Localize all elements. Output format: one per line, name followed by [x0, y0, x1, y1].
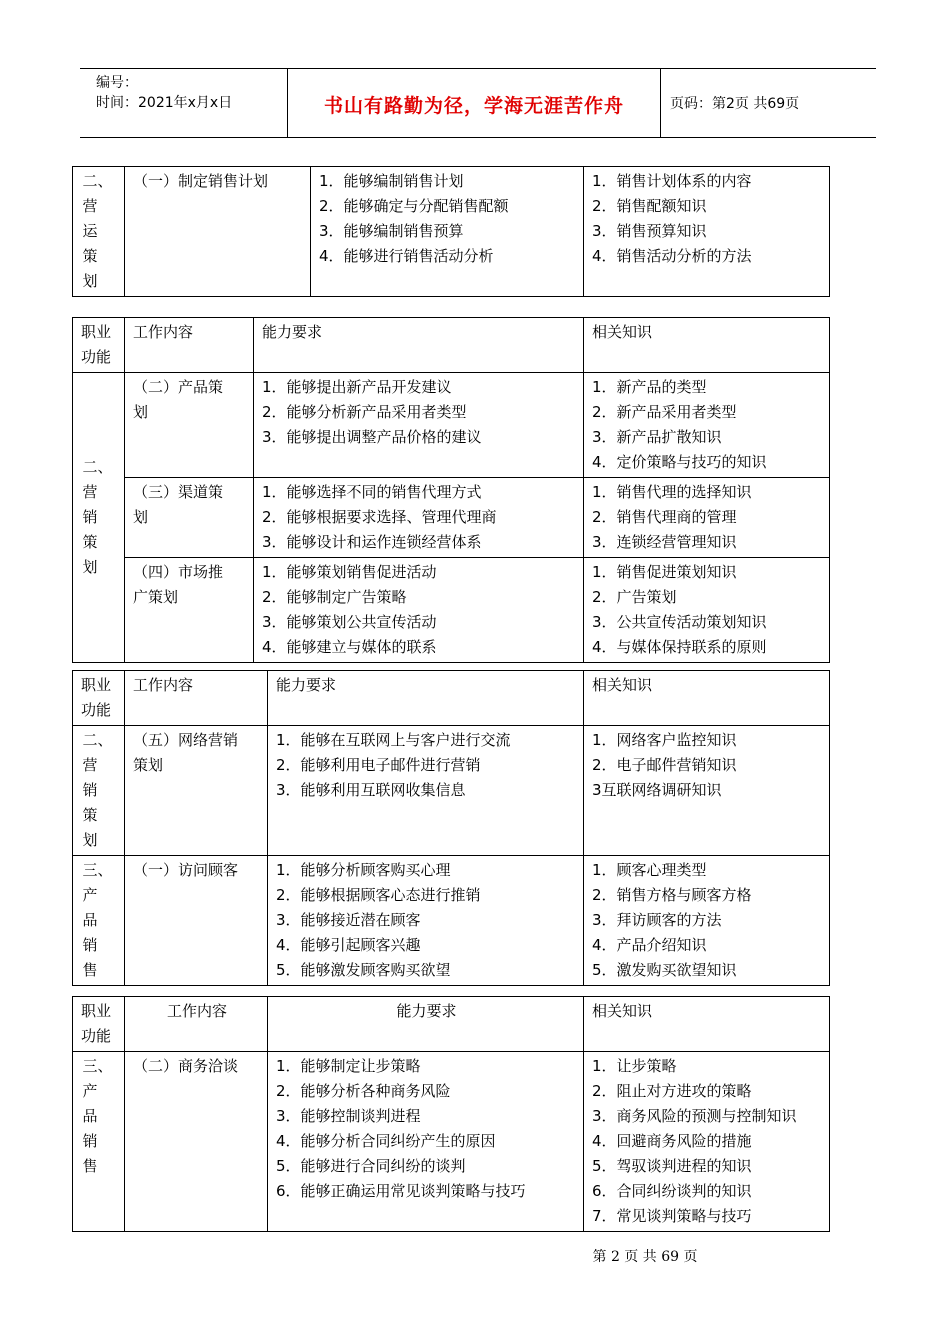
- header-knowledge: 相关知识: [584, 318, 830, 373]
- header-work: 工作内容: [125, 318, 254, 373]
- page-footer: 第 2 页 共 69 页: [592, 1249, 698, 1265]
- header-knowledge: 相关知识: [584, 997, 830, 1052]
- skills-table-4: [72, 996, 830, 1232]
- header-function: 职业 功能: [73, 671, 125, 726]
- work-content-cell: （二）产品策 划: [125, 373, 254, 478]
- header-meta: [96, 73, 232, 113]
- ability-cell: 1．能够提出新产品开发建议 2．能够分析新产品采用者类型 3．能够提出调整产品价格的建议: [254, 373, 584, 478]
- table-header-row: [73, 318, 830, 373]
- work-content-cell: （二）商务洽谈: [125, 1052, 268, 1232]
- table-row: [73, 373, 830, 478]
- function-cell: 二、 营 销 策 划: [73, 373, 125, 663]
- ability-cell: 1．能够制定让步策略 2．能够分析各种商务风险 3．能够控制谈判进程 4．能够分析合同纠纷产生的原因 5．能够进行合同纠纷的谈判 6．能够正确运用常见谈判策略与技巧: [268, 1052, 584, 1232]
- header-work: 工作内容: [125, 671, 268, 726]
- header-work: 工作内容: [125, 997, 268, 1052]
- knowledge-cell: 1．销售促进策划知识 2．广告策划 3．公共宣传活动策划知识 4．与媒体保持联系的原则: [584, 558, 830, 663]
- work-content-cell: （一）制定销售计划: [125, 167, 311, 297]
- work-content-cell: （一）访问顾客: [125, 856, 268, 986]
- serial-label: 编号：: [96, 75, 138, 91]
- knowledge-cell: 1．顾客心理类型 2．销售方格与顾客方格 3．拜访顾客的方法 4．产品介绍知识 5．激发购买欲望知识: [584, 856, 830, 986]
- skills-table-1: [72, 166, 830, 297]
- knowledge-cell: 1．网络客户监控知识 2．电子邮件营销知识 3互联网络调研知识: [584, 726, 830, 856]
- ability-cell: 1．能够分析顾客购买心理 2．能够根据顾客心态进行推销 3．能够接近潜在顾客 4．能够引起顾客兴趣 5．能够激发顾客购买欲望: [268, 856, 584, 986]
- header-ability: 能力要求: [268, 671, 584, 726]
- header-divider: [660, 69, 661, 137]
- work-content-cell: （五）网络营销 策划: [125, 726, 268, 856]
- table-row: [73, 856, 830, 986]
- knowledge-cell: 1．新产品的类型 2．新产品采用者类型 3．新产品扩散知识 4．定价策略与技巧的知识: [584, 373, 830, 478]
- table-row: [73, 558, 830, 663]
- ability-cell: 1．能够在互联网上与客户进行交流 2．能够利用电子邮件进行营销 3．能够利用互联网收集信息: [268, 726, 584, 856]
- header-knowledge: 相关知识: [584, 671, 830, 726]
- table-row: [73, 167, 830, 297]
- table-header-row: [73, 997, 830, 1052]
- function-cell: 三、 产 品 销 售: [73, 1052, 125, 1232]
- table-row: [73, 478, 830, 558]
- knowledge-cell: 1．销售计划体系的内容 2．销售配额知识 3．销售预算知识 4．销售活动分析的方法: [584, 167, 830, 297]
- page-code: 页码：第2页 共69页: [670, 96, 800, 112]
- knowledge-cell: 1．让步策略 2．阻止对方进攻的策略 3．商务风险的预测与控制知识 4．回避商务风险的措施 5．驾驭谈判进程的知识 6．合同纠纷谈判的知识 7．常见谈判策略与技巧: [584, 1052, 830, 1232]
- header-ability: 能力要求: [254, 318, 584, 373]
- ability-cell: 1．能够编制销售计划 2．能够确定与分配销售配额 3．能够编制销售预算 4．能够进行销售活动分析: [311, 167, 584, 297]
- table-row: [73, 1052, 830, 1232]
- function-cell: 二、 营 销 策 划: [73, 726, 125, 856]
- header-function: 职业 功能: [73, 318, 125, 373]
- table-header-row: [73, 671, 830, 726]
- time-label: 时间：2021年x月x日: [96, 95, 233, 111]
- table-row: [73, 726, 830, 856]
- header-function: 职业 功能: [73, 997, 125, 1052]
- skills-table-2: [72, 317, 830, 663]
- header-motto: 书山有路勤为径，学海无涯苦作舟: [323, 95, 624, 117]
- header-ability: 能力要求: [268, 997, 584, 1052]
- skills-table-3: [72, 670, 830, 986]
- work-content-cell: （四）市场推 广策划: [125, 558, 254, 663]
- work-content-cell: （三）渠道策 划: [125, 478, 254, 558]
- function-cell: 三、 产 品 销 售: [73, 856, 125, 986]
- ability-cell: 1．能够选择不同的销售代理方式 2．能够根据要求选择、管理代理商 3．能够设计和运作连锁经营体系: [254, 478, 584, 558]
- ability-cell: 1．能够策划销售促进活动 2．能够制定广告策略 3．能够策划公共宣传活动 4．能够建立与媒体的联系: [254, 558, 584, 663]
- page-header: [80, 68, 876, 138]
- knowledge-cell: 1．销售代理的选择知识 2．销售代理商的管理 3．连锁经营管理知识: [584, 478, 830, 558]
- function-cell: 二、 营 运 策 划: [73, 167, 125, 297]
